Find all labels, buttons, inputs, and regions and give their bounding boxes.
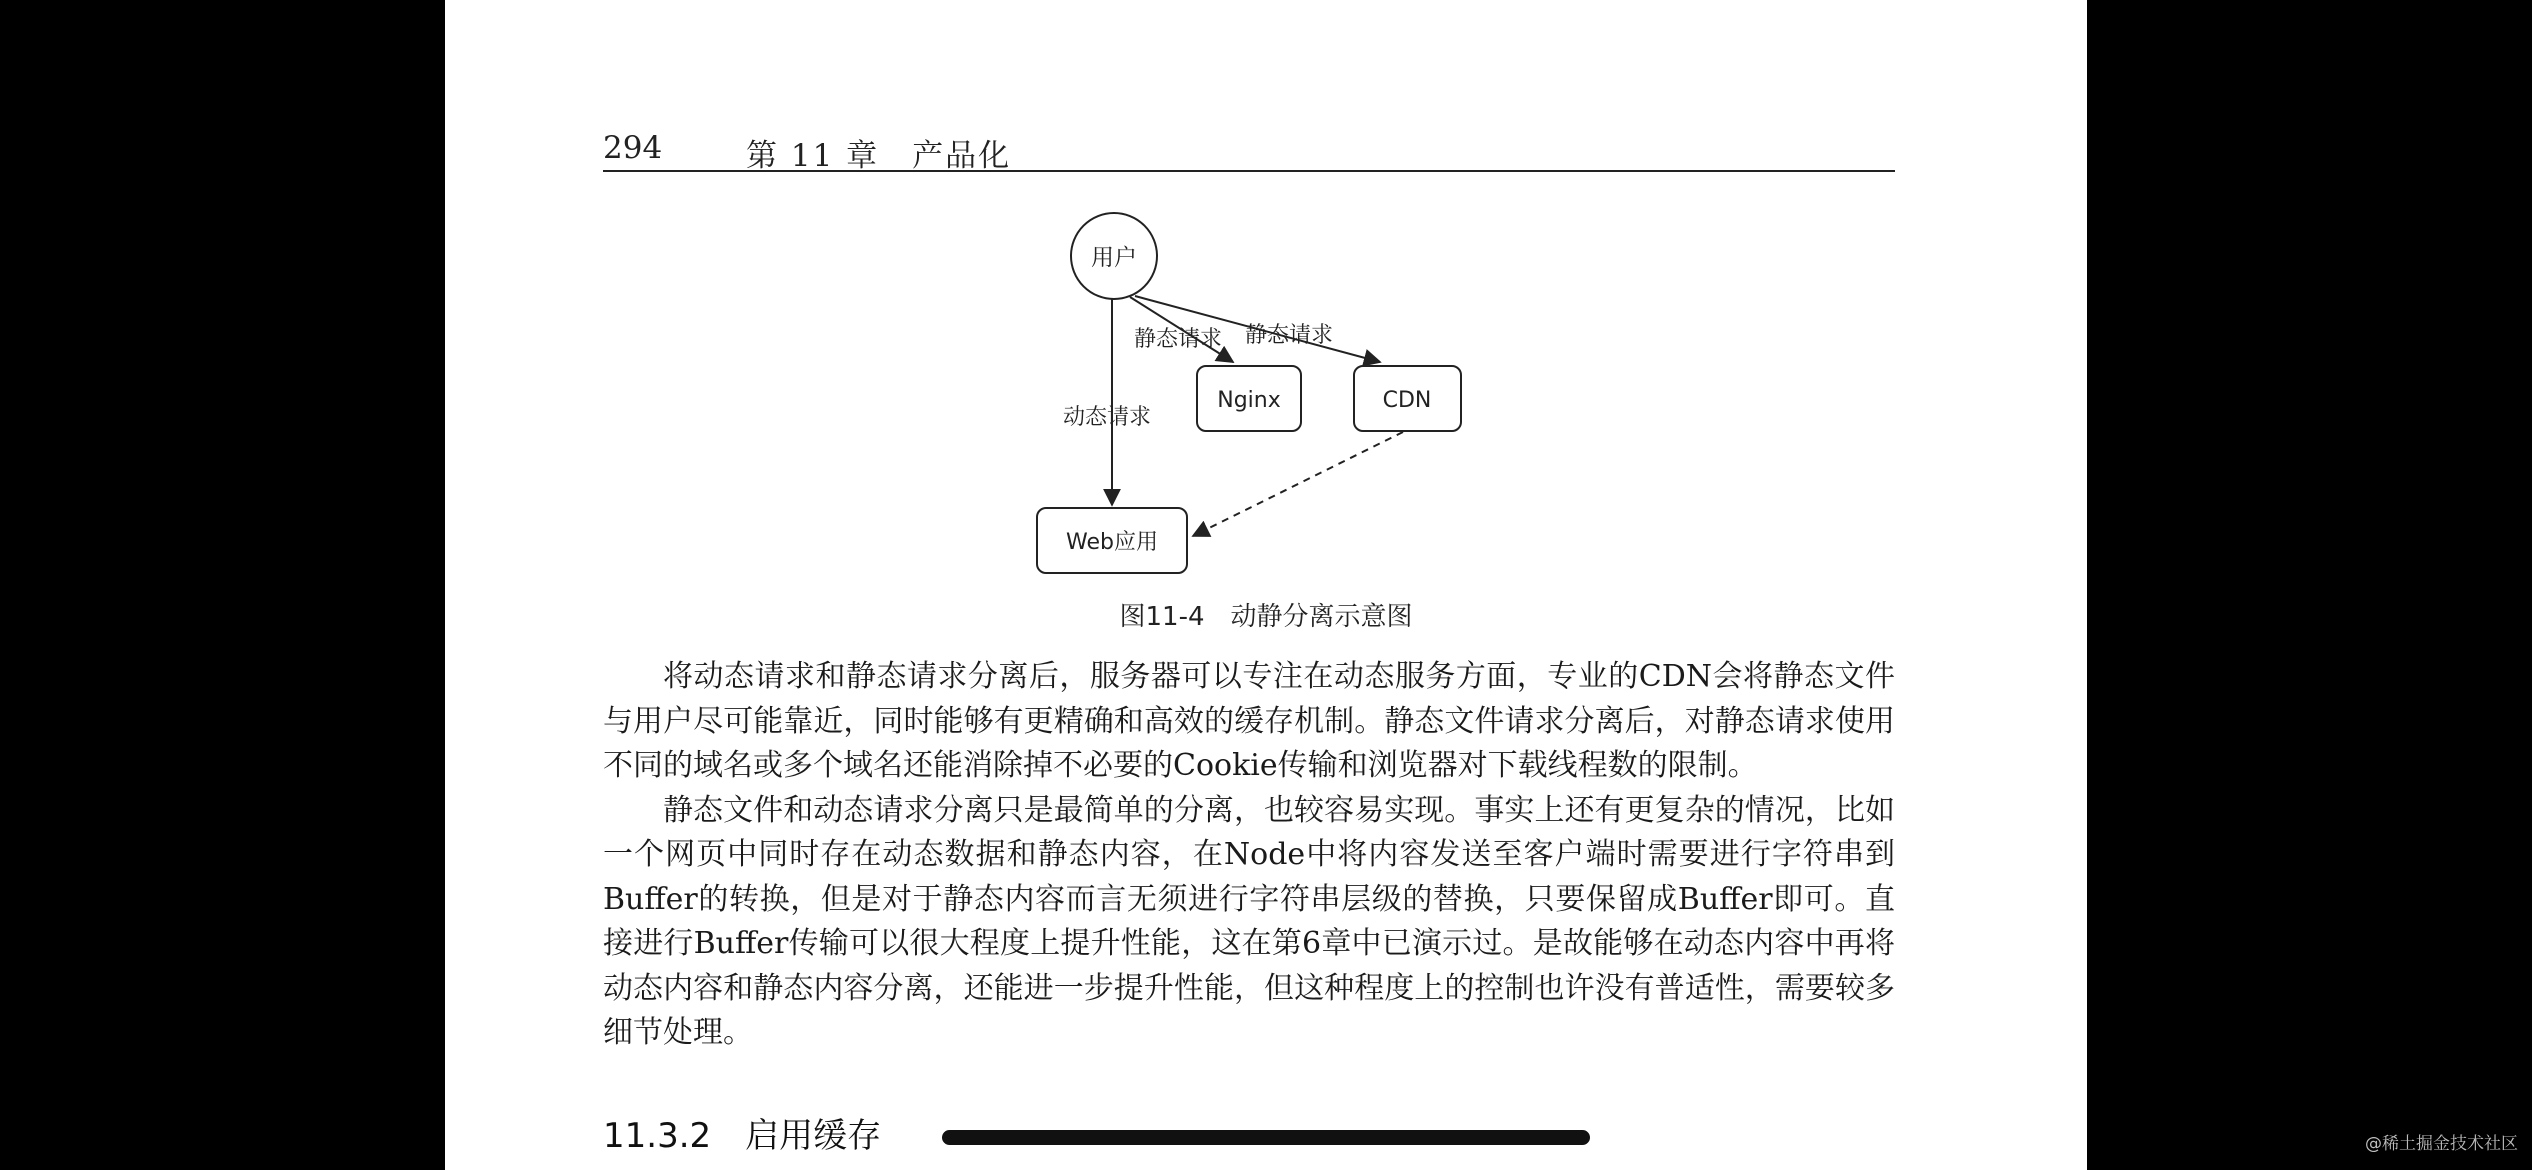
section-number: 11.3.2 [603, 1116, 712, 1156]
figure-number: 图11-4 [1119, 602, 1205, 632]
edge-label-static-nginx: 静态请求 [1134, 327, 1223, 352]
static-dynamic-separation-diagram [445, 0, 2087, 600]
node-user [1071, 213, 1157, 299]
book-page [445, 0, 2087, 1170]
edge-label-static-cdn: 静态请求 [1245, 323, 1334, 348]
node-user-label: 用户 [1091, 245, 1137, 271]
chapter-title: 第 11 章 产品化 [746, 138, 1012, 174]
node-nginx [1197, 366, 1301, 431]
figure-caption [445, 596, 2087, 633]
paragraph: 静态文件和动态请求分离只是最简单的分离，也较容易实现。事实上还有更复杂的情况，比如一个网页中同时存在动态数据和静态内容，在Node中将内容发送至客户端时需要进行字符串到Buffer的转换，但是对于静态内容而言无须进行字符串层级的替换，只要保留成Buffer即可。直接进行Buffer传输可以很大程度上提升性能，这在第6章中已演示过。是故能够在动态内容中再将动态内容和静态内容分离，还能进一步提升性能，但这种程度上的控制也许没有普适性，需要较多细节处理。 [603, 792, 1895, 1050]
section-heading [603, 1108, 881, 1157]
page-number: 294 [603, 130, 663, 166]
edge-cdn-to-web-app [1193, 432, 1403, 536]
node-cdn-label: CDN [1382, 388, 1432, 413]
node-cdn [1354, 366, 1461, 431]
paragraph: 将动态请求和静态请求分离后，服务器可以专注在动态服务方面，专业的CDN会将静态文件与用户尽可能靠近，同时能够有更精确和高效的缓存机制。静态文件请求分离后，对静态请求使用不同的域名或多个域名还能消除掉不必要的Cookie传输和浏览器对下载线程数的限制。 [603, 659, 1895, 783]
edge-label-dynamic: 动态请求 [1063, 405, 1152, 430]
home-indicator[interactable] [942, 1130, 1590, 1145]
node-web-app [1037, 508, 1187, 573]
watermark: @稀土掘金技术社区 [2365, 1134, 2518, 1154]
figure-title: 动静分离示意图 [1230, 602, 1413, 632]
node-web-app-label: Web应用 [1066, 530, 1158, 555]
section-title: 启用缓存 [745, 1116, 882, 1156]
node-nginx-label: Nginx [1217, 388, 1281, 413]
body-text [603, 655, 1895, 1056]
